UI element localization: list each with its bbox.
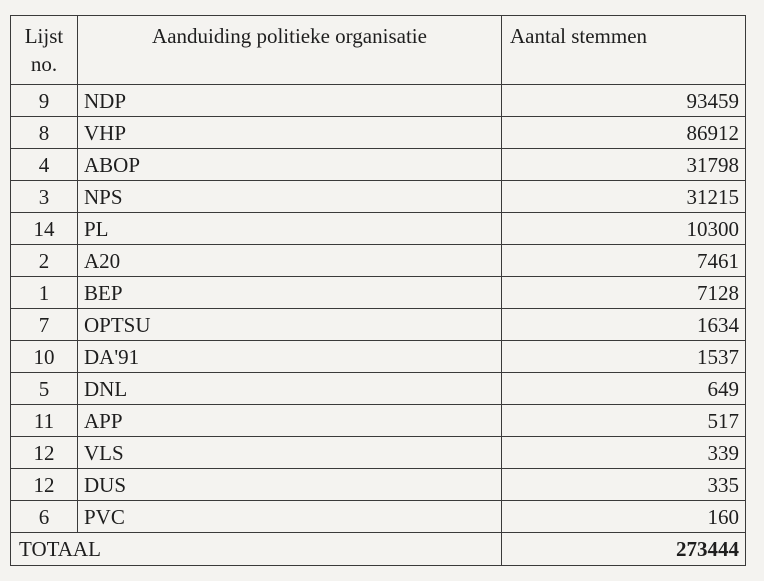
vote-count-cell: 10300 (502, 213, 746, 245)
party-name-cell: PVC (78, 501, 502, 533)
party-name-cell: BEP (78, 277, 502, 309)
party-name-cell: APP (78, 405, 502, 437)
party-name-cell: NDP (78, 85, 502, 117)
vote-count-cell: 31798 (502, 149, 746, 181)
table-row (11, 213, 746, 245)
table-row (11, 149, 746, 181)
table-row (11, 405, 746, 437)
list-number-cell: 1 (11, 277, 78, 309)
table-row (11, 341, 746, 373)
party-name-cell: DNL (78, 373, 502, 405)
total-row (11, 533, 746, 566)
list-number-cell: 5 (11, 373, 78, 405)
vote-count-cell: 86912 (502, 117, 746, 149)
party-name-cell: A20 (78, 245, 502, 277)
table-row (11, 437, 746, 469)
header-row (11, 16, 746, 85)
table-header (11, 16, 746, 85)
header-organisation: Aanduiding politieke organisatie (78, 16, 502, 85)
vote-count-cell: 93459 (502, 85, 746, 117)
list-number-cell: 4 (11, 149, 78, 181)
total-label: TOTAAL (11, 533, 502, 566)
vote-count-cell: 1634 (502, 309, 746, 341)
party-name-cell: ABOP (78, 149, 502, 181)
list-number-cell: 9 (11, 85, 78, 117)
table-row (11, 117, 746, 149)
table-body (11, 85, 746, 533)
vote-count-cell: 7128 (502, 277, 746, 309)
list-number-cell: 12 (11, 437, 78, 469)
table-row (11, 85, 746, 117)
list-number-cell: 10 (11, 341, 78, 373)
table-row (11, 469, 746, 501)
table-row (11, 309, 746, 341)
vote-count-cell: 7461 (502, 245, 746, 277)
list-number-cell: 7 (11, 309, 78, 341)
party-name-cell: VLS (78, 437, 502, 469)
election-results-table (10, 15, 746, 566)
list-number-cell: 14 (11, 213, 78, 245)
list-number-cell: 6 (11, 501, 78, 533)
total-votes: 273444 (502, 533, 746, 566)
party-name-cell: DA'91 (78, 341, 502, 373)
header-votes: Aantal stemmen (502, 16, 746, 85)
party-name-cell: NPS (78, 181, 502, 213)
vote-count-cell: 160 (502, 501, 746, 533)
party-name-cell: VHP (78, 117, 502, 149)
header-list-no: Lijst no. (11, 16, 78, 85)
table-footer (11, 533, 746, 566)
table-row (11, 245, 746, 277)
party-name-cell: DUS (78, 469, 502, 501)
vote-count-cell: 517 (502, 405, 746, 437)
table-row (11, 501, 746, 533)
vote-count-cell: 649 (502, 373, 746, 405)
list-number-cell: 2 (11, 245, 78, 277)
list-number-cell: 12 (11, 469, 78, 501)
list-number-cell: 8 (11, 117, 78, 149)
table-row (11, 277, 746, 309)
table-row (11, 373, 746, 405)
vote-count-cell: 1537 (502, 341, 746, 373)
party-name-cell: PL (78, 213, 502, 245)
vote-count-cell: 31215 (502, 181, 746, 213)
vote-count-cell: 335 (502, 469, 746, 501)
table-row (11, 181, 746, 213)
party-name-cell: OPTSU (78, 309, 502, 341)
list-number-cell: 11 (11, 405, 78, 437)
vote-count-cell: 339 (502, 437, 746, 469)
list-number-cell: 3 (11, 181, 78, 213)
